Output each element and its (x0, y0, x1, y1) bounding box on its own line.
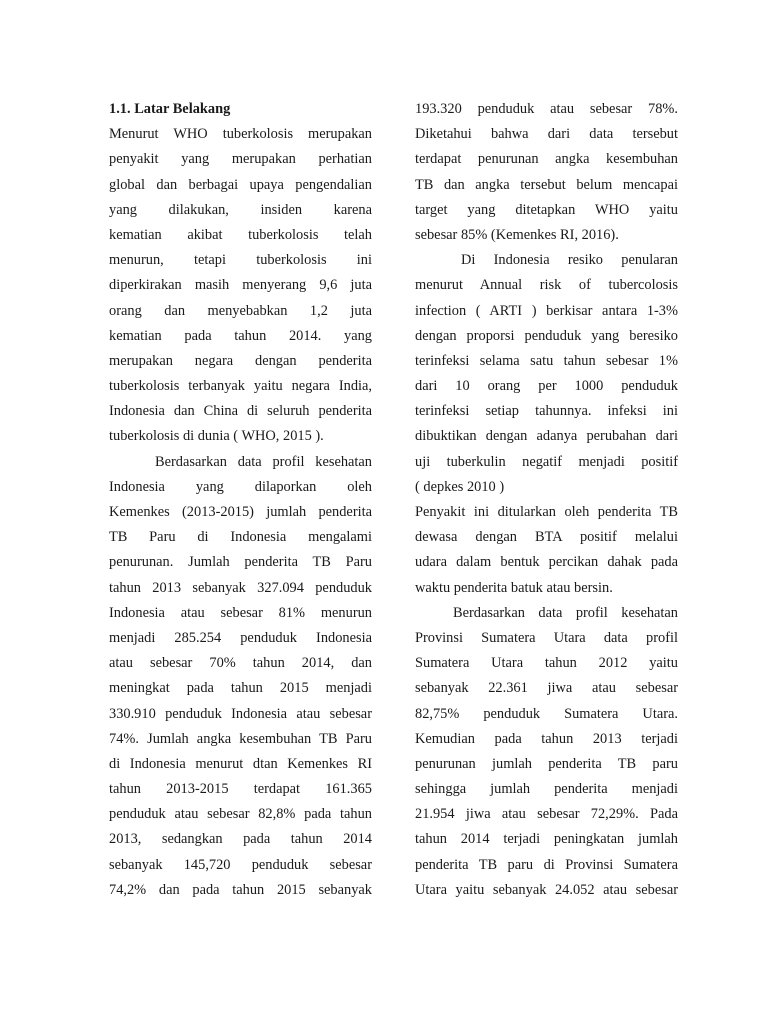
paragraph-line: TB dan angka tersebut belum mencapai (415, 176, 678, 193)
paragraph-line: tahun 2013 sebanyak 327.094 penduduk (109, 579, 372, 596)
paragraph-line: penurunan. Jumlah penderita TB Paru (109, 554, 372, 571)
paragraph-line: 74%. Jumlah angka kesembuhan TB Paru (109, 730, 372, 747)
paragraph-line: terinfeksi selama satu tahun sebesar 1% (415, 352, 678, 369)
paragraph-line: penurunan jumlah penderita TB paru (415, 755, 678, 772)
paragraph-line: Berdasarkan data profil kesehatan (453, 604, 678, 621)
paragraph-line: kematian akibat tuberkolosis telah (109, 226, 372, 243)
paragraph-line: penderita TB paru di Provinsi Sumatera (415, 856, 678, 873)
paragraph-line: Provinsi Sumatera Utara data profil (415, 629, 678, 646)
paragraph-line: menurun, tetapi tuberkolosis ini (109, 252, 372, 269)
paragraph-line: sebanyak 22.361 jiwa atau sebesar (415, 680, 678, 697)
paragraph-line: tuberkolosis di dunia ( WHO, 2015 ). (109, 428, 324, 445)
paragraph-line: menurut Annual risk of tubercolosis (415, 277, 678, 294)
paragraph-line: Kemenkes (2013-2015) jumlah penderita (109, 504, 372, 520)
paragraph-line: 193.320 penduduk atau sebesar 78%. (415, 101, 678, 117)
paragraph-line: yang dilakukan, insiden karena (109, 201, 372, 218)
paragraph-line: dibuktikan dengan adanya perubahan dari (415, 428, 678, 445)
paragraph-line: Indonesia dan China di seluruh penderita (109, 403, 372, 420)
paragraph-line: penyakit yang merupakan perhatian (109, 151, 372, 168)
paragraph-line: tahun 2014 terjadi peningkatan jumlah (415, 831, 678, 848)
right-column (415, 97, 678, 903)
paragraph-line: TB Paru di Indonesia mengalami (109, 529, 372, 546)
paragraph-line: uji tuberkulin negatif menjadi positif (415, 453, 678, 470)
section-number: 1.1. (109, 101, 131, 117)
paragraph-line: diperkirakan masih menyerang 9,6 juta (109, 277, 372, 294)
section-heading (109, 97, 372, 122)
paragraph-line: dari 10 orang per 1000 penduduk (415, 378, 678, 395)
paragraph-line: tuberkolosis terbanyak yaitu negara India, (109, 378, 372, 395)
left-column (109, 97, 372, 903)
paragraph-line: terinfeksi setiap tahunnya. infeksi ini (415, 403, 678, 420)
paragraph-line: sebesar 85% (Kemenkes RI, 2016). (415, 226, 619, 243)
paragraph-line: tahun 2013-2015 terdapat 161.365 (109, 781, 372, 798)
paragraph-line: 330.910 penduduk Indonesia atau sebesar (109, 705, 372, 722)
paragraph-line: Indonesia atau sebesar 81% menurun (109, 604, 372, 621)
paragraph-line: global dan berbagai upaya pengendalian (109, 176, 372, 193)
section-title: Latar Belakang (134, 101, 231, 117)
paragraph-line: 74,2% dan pada tahun 2015 sebanyak (109, 881, 372, 898)
paragraph-line: penduduk atau sebesar 82,8% pada tahun (109, 806, 372, 823)
paragraph-line: 21.954 jiwa atau sebesar 72,29%. Pada (415, 806, 678, 823)
paragraph-line: menjadi 285.254 penduduk Indonesia (109, 629, 372, 646)
paragraph-line: udara dalam bentuk percikan dahak pada (415, 554, 678, 571)
paragraph-line: 82,75% penduduk Sumatera Utara. (415, 705, 678, 722)
paragraph-line: terdapat penurunan angka kesembuhan (415, 151, 678, 168)
paragraph-line: sehingga jumlah penderita menjadi (415, 781, 678, 798)
paragraph-line: atau sebesar 70% tahun 2014, dan (109, 655, 372, 672)
paragraph-line: Sumatera Utara tahun 2012 yaitu (415, 655, 678, 672)
paragraph-line: 2013, sedangkan pada tahun 2014 (109, 831, 372, 848)
paragraph-line: Kemudian pada tahun 2013 terjadi (415, 730, 678, 747)
paragraph-line: Penyakit ini ditularkan oleh penderita TB (415, 504, 678, 520)
paragraph-line: meningkat pada tahun 2015 menjadi (109, 680, 372, 697)
paragraph-line: Utara yaitu sebanyak 24.052 atau sebesar (415, 881, 678, 898)
paragraph-line: kematian pada tahun 2014. yang (109, 327, 372, 344)
paragraph-line: Diketahui bahwa dari data tersebut (415, 126, 678, 143)
paragraph-line: Di Indonesia resiko penularan (461, 252, 678, 269)
paragraph-line: Berdasarkan data profil kesehatan (155, 453, 372, 470)
paragraph-line: sebanyak 145,720 penduduk sebesar (109, 856, 372, 873)
paragraph-line: orang dan menyebabkan 1,2 juta (109, 302, 372, 319)
paragraph-line: dengan proporsi penduduk yang beresiko (415, 327, 678, 344)
paragraph-line: waktu penderita batuk atau bersin. (415, 579, 613, 596)
paragraph-line: infection ( ARTI ) berkisar antara 1-3% (415, 302, 678, 319)
paragraph-line: merupakan negara dengan penderita (109, 352, 372, 369)
paragraph-line: Menurut WHO tuberkolosis merupakan (109, 126, 372, 143)
paragraph-line: dewasa dengan BTA positif melalui (415, 529, 678, 546)
paragraph-line: di Indonesia menurut dtan Kemenkes RI (109, 755, 372, 772)
paragraph-line: target yang ditetapkan WHO yaitu (415, 201, 678, 218)
paragraph-line: Indonesia yang dilaporkan oleh (109, 478, 372, 495)
paragraph-line: ( depkes 2010 ) (415, 478, 505, 495)
